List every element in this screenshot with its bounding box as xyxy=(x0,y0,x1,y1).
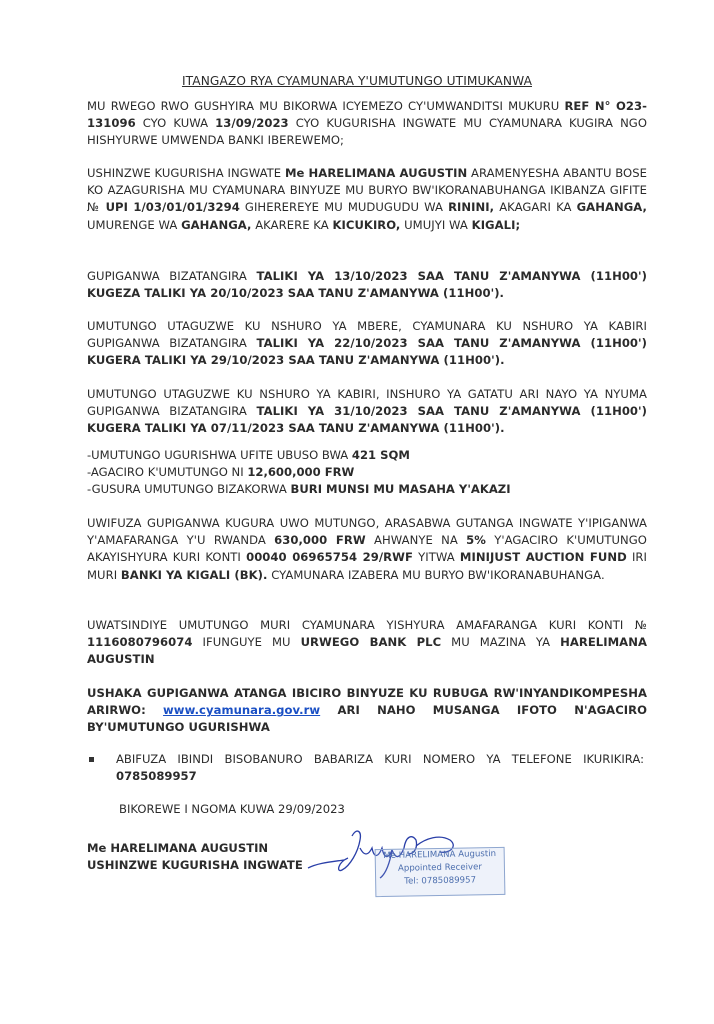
village: RININI, xyxy=(448,200,495,215)
signing-date: BIKOREWE I NGOMA KUWA 29/09/2023 xyxy=(119,802,345,816)
upi-number: UPI 1/03/01/01/3294 xyxy=(105,200,240,215)
receiver-name: Me HARELIMANA AUGUSTIN xyxy=(284,166,468,180)
text: MU MAZINA YA xyxy=(441,635,561,650)
text: CYO KUWA xyxy=(135,116,216,131)
text: -UMUTUNGO UGURISHWA UFITE UBUSO BWA xyxy=(87,448,352,462)
reference-number: REF N° O23-131096 xyxy=(87,99,647,131)
paragraph-first-round xyxy=(87,268,647,302)
paragraph-second-round xyxy=(87,318,647,370)
stamp-line: Tel: 0785089957 xyxy=(404,875,477,887)
text: UMUTUNGO UTAGUZWE KU NSHURO YA KABIRI, INSHURO YA GATATU ARI NAYO YA NYUMA GUPIGANWA BIZATANGIRA xyxy=(87,387,647,419)
deposit-percent: 5% xyxy=(466,533,486,548)
paragraph-website xyxy=(87,685,647,737)
text: -GUSURA UMUTUNGO BIZAKORWA xyxy=(87,482,291,497)
paragraph-reference xyxy=(87,98,647,150)
first-round-dates: TALIKI YA 13/10/2023 SAA TANU Z'AMANYWA (11H00') KUGEZA TALIKI YA 20/10/2023 SAA TANU Z'AMANYWA (11H00'). xyxy=(87,269,647,301)
visit-schedule: BURI MUNSI MU MASAHA Y'AKAZI xyxy=(290,482,511,497)
stamp-line: Appointed Receiver xyxy=(397,862,482,874)
text: IRI MURI xyxy=(87,550,647,582)
text: UMUJYI WA xyxy=(400,217,472,232)
text: UWATSINDIYE UMUTUNGO MURI CYAMUNARA YISHYURA AMAFARANGA KURI KONTI № xyxy=(87,618,647,632)
payment-account: 1116080796074 xyxy=(87,635,193,650)
text: GIHEREREYE MU MUDUGUDU WA xyxy=(239,200,449,215)
deposit-amount: 630,000 FRW xyxy=(274,533,366,548)
website-link[interactable]: www.cyamunara.gov.rw xyxy=(163,703,321,718)
text: UWIFUZA GUPIGANWA KUGURA UWO MUTUNGO, ARASABWA GUTANGA INGWATE Y'IPIGANWA Y'AMAFARANGA Y'U RWANDA xyxy=(87,516,647,548)
text: AHWANYE NA xyxy=(365,533,467,548)
payment-bank: URWEGO BANK PLC xyxy=(300,635,442,650)
text: USHAKA GUPIGANWA ATANGA IBICIRO BINYUZE KU RUBUGA RW'INYANDIKOMPESHA ARIRWO: xyxy=(87,686,647,718)
contact-text xyxy=(116,751,644,785)
text: UMUTUNGO UTAGUZWE KU NSHURO YA MBERE, CYAMUNARA KU NSHURO YA KABIRI GUPIGANWA BIZATANGIRA xyxy=(87,319,647,351)
stamp-line: Me HARELIMANA Augustin xyxy=(383,849,497,861)
signatory-role: USHINZWE KUGURISHA INGWATE xyxy=(87,858,303,873)
text: -AGACIRO K'UMUTUNGO NI xyxy=(87,465,248,480)
reference-date: 13/09/2023 xyxy=(215,116,289,131)
cell: GAHANGA, xyxy=(576,200,647,215)
text: Y'AGACIRO K'UMUTUNGO AKAYISHYURA KURI KONTI xyxy=(87,533,647,565)
city: KIGALI; xyxy=(471,217,521,232)
paragraph-deposit xyxy=(87,515,647,584)
second-round-dates: TALIKI YA 22/10/2023 SAA TANU Z'AMANYWA (11H00') KUGERA TALIKI YA 29/10/2023 SAA TANU Z'AMANYWA (11H00'). xyxy=(87,336,647,368)
third-round-dates: TALIKI YA 31/10/2023 SAA TANU Z'AMANYWA (11H00') KUGERA TALIKI YA 07/11/2023 SAA TANU Z'AMANYWA (11H00'). xyxy=(87,404,647,436)
text: UMURENGE WA xyxy=(87,217,182,232)
signatory-block xyxy=(87,840,303,874)
text: YITWA xyxy=(412,550,460,565)
signatory-name: Me HARELIMANA AUGUSTIN xyxy=(87,841,269,855)
text: USHINZWE KUGURISHA INGWATE xyxy=(87,166,285,180)
text: ABIFUZA IBINDI BISOBANURO BABARIZA KURI NOMERO YA TELEFONE IKURIKIRA: xyxy=(116,752,644,766)
detail-visit xyxy=(87,481,647,498)
text: MU RWEGO RWO GUSHYIRA MU BIKORWA ICYEMEZO CY'UMWANDITSI MUKURU xyxy=(87,99,565,113)
text: AKARERE KA xyxy=(251,217,333,232)
phone-number: 0785089957 xyxy=(116,769,197,784)
text: ARAMENYESHA ABANTU BOSE KO AZAGURISHA MU CYAMUNARA BINYUZE MU BURYO BW'IKORANABUHANGA IKIBANZA GIFITE № xyxy=(87,166,647,215)
bullet-square-icon xyxy=(89,757,94,762)
text: IFUNGUYE MU xyxy=(192,635,301,650)
text: ARI NAHO MUSANGA IFOTO N'AGACIRO BY'UMUTUNGO UGURISHWA xyxy=(87,703,648,735)
account-holder: HARELIMANA AUGUSTIN xyxy=(87,635,647,667)
account-name: MINIJUST AUCTION FUND xyxy=(459,550,627,565)
paragraph-third-round xyxy=(87,386,647,438)
notice-title: ITANGAZO RYA CYAMUNARA Y'UMUTUNGO UTIMUKANWA xyxy=(181,74,533,88)
text: CYAMUNARA IZABERA MU BURYO BW'IKORANABUHANGA. xyxy=(267,567,605,582)
area-value: 421 SQM xyxy=(351,448,410,462)
property-details xyxy=(87,447,647,499)
bank-name: BANKI YA KIGALI (BK). xyxy=(120,567,268,582)
detail-area xyxy=(87,447,647,464)
text: CYO KUGURISHA INGWATE MU CYAMUNARA KUGIRA NGO HISHYURWE UMWENDA BANKI IBEREWEMO; xyxy=(87,116,648,148)
receiver-stamp xyxy=(375,847,506,897)
district: KICUKIRO, xyxy=(332,217,401,232)
sector: GAHANGA, xyxy=(181,217,252,232)
text: AKAGARI KA xyxy=(494,200,577,215)
text: GUPIGANWA BIZATANGIRA xyxy=(87,269,257,283)
deposit-account: 00040 06965754 29/RWF xyxy=(246,550,413,565)
paragraph-property xyxy=(87,165,647,234)
detail-value xyxy=(87,464,647,481)
paragraph-payment xyxy=(87,617,647,669)
property-value: 12,600,000 FRW xyxy=(247,465,355,480)
